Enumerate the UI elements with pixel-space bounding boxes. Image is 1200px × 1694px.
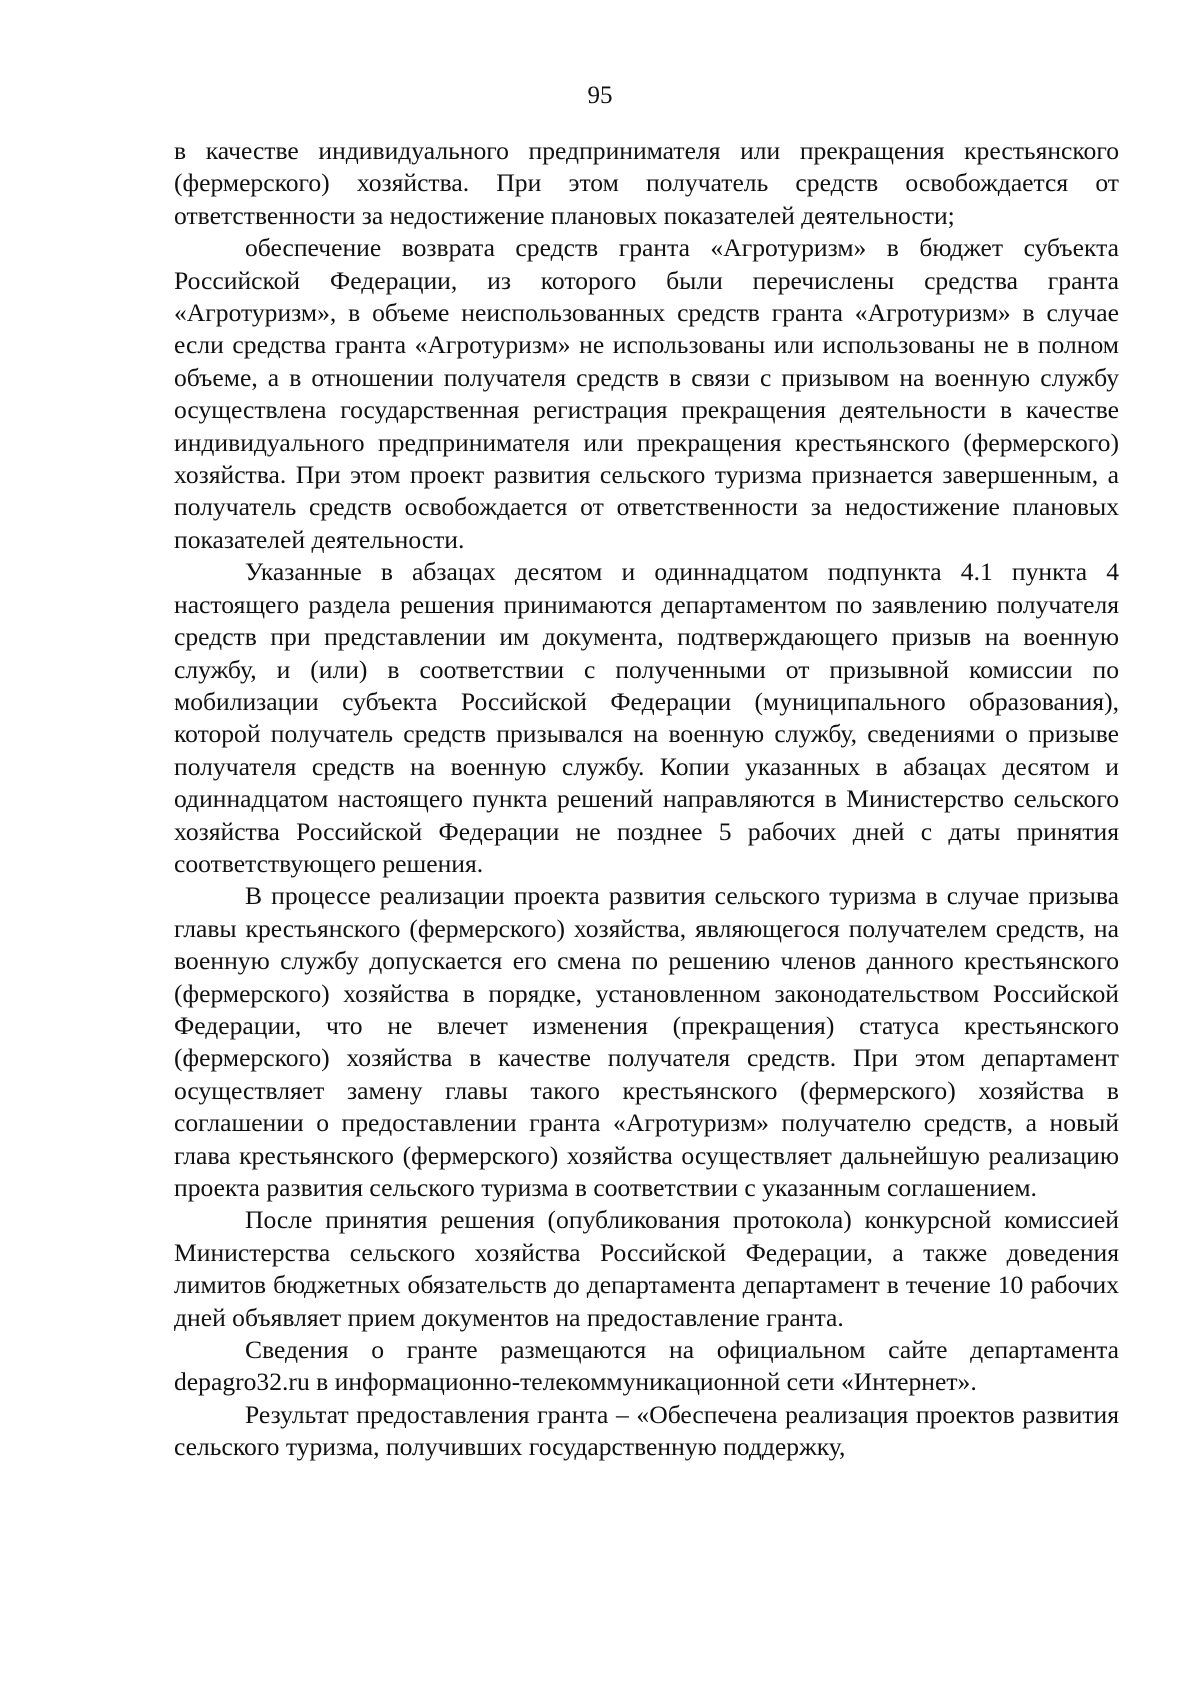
paragraph-grant-info-site: Сведения о гранте размещаются на официальном сайте департамента depagro32.ru в информационно-телекоммуникационной сети «Интернет». [174, 1335, 1119, 1397]
document-body [174, 135, 1119, 1464]
paragraph-grant-return: обеспечение возврата средств гранта «Агротуризм» в бюджет субъекта Российской Федерации, из которого были перечислены средства гранта «Агротуризм», в объеме неиспользованных средств гранта «Агротуризм» в случае если средства гранта «Агротуризм» не использованы или использованы не в полном объеме, а в отношении получателя средств в связи с призывом на военную службу осуществлена государственная регистрация прекращения деятельности в качестве индивидуального предпринимателя или прекращения крестьянского (фермерского) хозяйства. При этом проект развития сельского туризма признается завершенным, а получатель средств освобождается от ответственности за недостижение плановых показателей деятельности. [174, 233, 1119, 554]
page-number: 95 [587, 82, 613, 109]
paragraph-document-acceptance: После принятия решения (опубликования протокола) конкурсной комиссией Министерства сельского хозяйства Российской Федерации, а также доведения лимитов бюджетных обязательств до департамента департамент в течение 10 рабочих дней объявляет прием документов на предоставление гранта. [174, 1205, 1119, 1332]
paragraph-decisions: Указанные в абзацах десятом и одиннадцатом подпункта 4.1 пункта 4 настоящего раздела решения принимаются департаментом по заявлению получателя средств при представлении им документа, подтверждающего призыв на военную службу, и (или) в соответствии с полученными от призывной комиссии по мобилизации субъекта Российской Федерации (муниципального образования), которой получатель средств призывался на военную службу, сведениями о призыве получателя средств на военную службу. Копии указанных в абзацах десятом и одиннадцатом настоящего пункта решений направляются в Министерство сельского хозяйства Российской Федерации не позднее 5 рабочих дней с даты принятия соответствующего решения. [174, 557, 1119, 878]
paragraph-grant-result: Результат предоставления гранта – «Обеспечена реализация проектов развития сельского туризма, получивших государственную поддержку, [174, 1399, 1119, 1462]
paragraph-continuation: в качестве индивидуального предпринимателя или прекращения крестьянского (фермерского) хозяйства. При этом получатель средств освобождается от ответственности за недостижение плановых показателей деятельности; [174, 136, 1119, 230]
paragraph-head-replacement: В процессе реализации проекта развития сельского туризма в случае призыва главы крестьянского (фермерского) хозяйства, являющегося получателем средств, на военную службу допускается его смена по решению членов данного крестьянского (фермерского) хозяйства в порядке, установленном законодательством Российской Федерации, что не влечет изменения (прекращения) статуса крестьянского (фермерского) хозяйства в качестве получателя средств. При этом департамент осуществляет замену главы такого крестьянского (фермерского) хозяйства в соглашении о предоставлении гранта «Агротуризм» получателю средств, а новый глава крестьянского (фермерского) хозяйства осуществляет дальнейшую реализацию проекта развития сельского туризма в соответствии с указанным соглашением. [174, 881, 1119, 1202]
